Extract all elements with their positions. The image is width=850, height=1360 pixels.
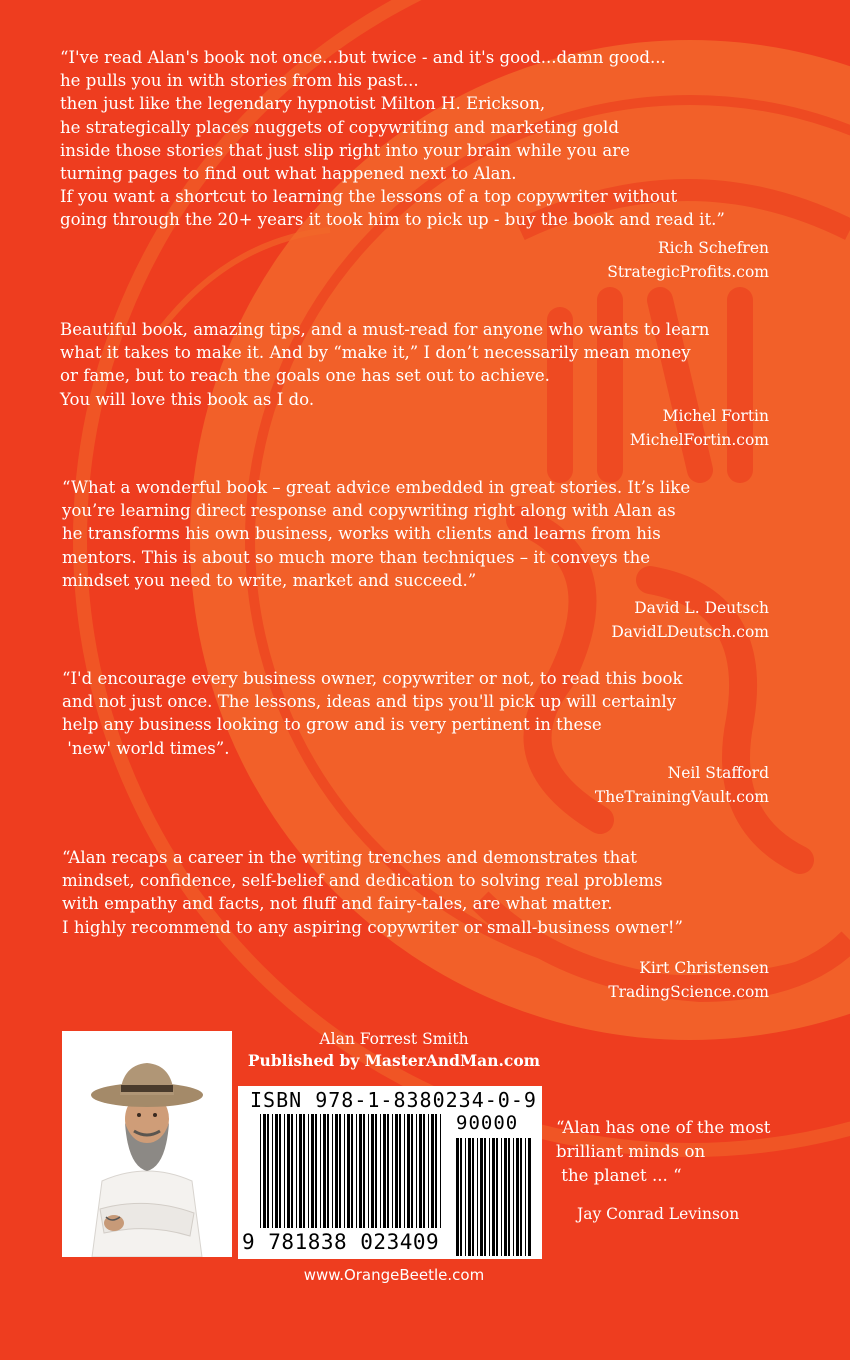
testimonial-quote: Beautiful book, amazing tips, and a must-read for anyone who wants to learn what it takes to make it. And by “make it,” I don’t necessarily mean money or fame, but to reach the goals one has set out to achieve. You will love this book as I do. (60, 320, 710, 409)
testimonial-attribution (607, 236, 769, 284)
isbn-barcode (238, 1086, 542, 1259)
testimonial-name: Kirt Christensen (639, 959, 769, 977)
author-photo (62, 1031, 232, 1257)
testimonial-site: StrategicProfits.com (607, 263, 769, 281)
testimonial-name: Neil Stafford (667, 764, 769, 782)
testimonial-site: MichelFortin.com (629, 431, 769, 449)
publisher-line: Published by MasterAndMan.com (247, 1051, 541, 1070)
side-quote-attribution: Jay Conrad Levinson (577, 1205, 740, 1223)
side-quote: “Alan has one of the most brilliant minds on the planet ... “ (556, 1118, 771, 1185)
testimonial-name: David L. Deutsch (634, 599, 769, 617)
isbn-text: ISBN 978-1-8380234-0-9 (250, 1088, 537, 1112)
testimonial-attribution (595, 761, 769, 809)
testimonial-site: DavidLDeutsch.com (611, 623, 769, 641)
testimonial-name: Rich Schefren (658, 239, 769, 257)
author-portrait-illustration (62, 1031, 232, 1257)
testimonial-attribution (608, 956, 769, 1004)
testimonial-quote: “I've read Alan's book not once...but twice - and it's good...damn good... he pulls you in with stories from his past... then just like the legendary hypnotist Milton H. Erickson, he strategically places nuggets of copywriting and marketing gold inside those stories that just slip right into your brain while you are turning pages to find out what happened next to Alan. If you want a shortcut to learning the lessons of a top copywriter without going through the 20+ years it took him to pick up - buy the book and read it.” (60, 48, 725, 230)
testimonial-name: Michel Fortin (662, 407, 769, 425)
barcode-ean-number: 9 781838 023409 (242, 1230, 440, 1254)
publisher-info (230, 1028, 558, 1072)
testimonial-quote: “Alan recaps a career in the writing trenches and demonstrates that mindset, confidence, self-belief and dedication to solving real problems with empathy and facts, not fluff and fairy-tales, are what matter. I highly recommend to any aspiring copywriter or small-business owner!” (62, 848, 684, 937)
website-link[interactable]: www.OrangeBeetle.com (303, 1266, 485, 1284)
author-name: Alan Forrest Smith (319, 1030, 469, 1048)
testimonial-attribution (611, 596, 769, 644)
testimonial-quote: “What a wonderful book – great advice embedded in great stories. It’s like you’re learning direct response and copywriting right along with Alan as he transforms his own business, works with clients and learns from his mentors. This is about so much more than techniques – it conveys the mindset you need to write, market and succeed.” (62, 478, 691, 590)
testimonial-quote: “I'd encourage every business owner, copywriter or not, to read this book and not just once. The lessons, ideas and tips you'll pick up will certainly help any business looking to grow and is very pertinent in these 'new' world times”. (62, 669, 683, 758)
testimonial-attribution (630, 404, 769, 452)
testimonial-site: TradingScience.com (608, 983, 769, 1001)
barcode-addon-number: 90000 (456, 1112, 519, 1134)
testimonial-site: TheTrainingVault.com (594, 788, 769, 806)
